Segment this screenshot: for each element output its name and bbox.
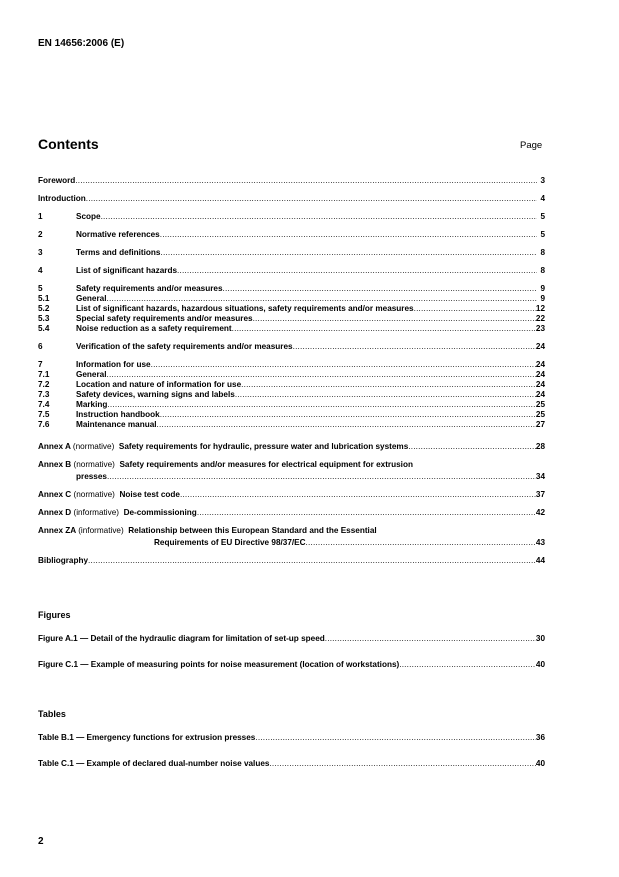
page-column-label: Page <box>520 140 543 151</box>
figures-heading: Figures <box>38 610 71 620</box>
toc-entry-5-2[interactable]: 5.2 List of significant hazards, hazardous situations, safety requirements and/or measures ..... 12 <box>38 304 545 314</box>
page-number: 2 <box>38 836 44 847</box>
toc-entry-7-1[interactable]: 7.1 General ..... 24 <box>38 370 545 380</box>
toc-entry-introduction[interactable]: Introduction ..... 4 <box>38 194 545 204</box>
tables-heading: Tables <box>38 709 66 719</box>
toc-entry-5-4[interactable]: 5.4 Noise reduction as a safety requirement ..... 23 <box>38 324 545 334</box>
contents-title: Contents <box>38 136 99 152</box>
toc-entry-annex-za[interactable]: Annex ZA (informative) Relationship between this European Standard and the Essential <box>38 526 377 535</box>
toc-entry-annex-b-cont[interactable]: presses ..... 34 <box>76 472 545 482</box>
toc-entry-6[interactable]: 6 Verification of the safety requirements and/or measures ..... 24 <box>38 342 545 352</box>
toc-entry-annex-za-cont[interactable]: Requirements of EU Directive 98/37/EC ..... 43 <box>154 538 545 548</box>
toc-entry-5[interactable]: 5 Safety requirements and/or measures ..... 9 <box>38 284 545 294</box>
toc-entry-2[interactable]: 2 Normative references ..... 5 <box>38 230 545 240</box>
toc-entry-annex-d[interactable]: Annex D (informative) De-commissioning ..... 42 <box>38 508 545 518</box>
table-entry-b1[interactable]: Table B.1 — Emergency functions for extrusion presses ..... 36 <box>38 733 545 743</box>
toc-entry-1[interactable]: 1 Scope ..... 5 <box>38 212 545 222</box>
toc-entry-bibliography[interactable]: Bibliography ..... 44 <box>38 556 545 566</box>
toc-entry-7-2[interactable]: 7.2 Location and nature of information for use ..... 24 <box>38 380 545 390</box>
toc-entry-7-3[interactable]: 7.3 Safety devices, warning signs and labels ..... 24 <box>38 390 545 400</box>
toc-entry-7-6[interactable]: 7.6 Maintenance manual ..... 27 <box>38 420 545 430</box>
toc-entry-foreword[interactable]: Foreword ..... 3 <box>38 176 545 186</box>
toc-entry-5-3[interactable]: 5.3 Special safety requirements and/or measures ..... 22 <box>38 314 545 324</box>
toc-entry-7-4[interactable]: 7.4 Marking ..... 25 <box>38 400 545 410</box>
standard-header: EN 14656:2006 (E) <box>38 38 125 49</box>
toc-entry-3[interactable]: 3 Terms and definitions ..... 8 <box>38 248 545 258</box>
toc-entry-annex-c[interactable]: Annex C (normative) Noise test code ..... 37 <box>38 490 545 500</box>
toc-entry-5-1[interactable]: 5.1 General ..... 9 <box>38 294 545 304</box>
toc-entry-7[interactable]: 7 Information for use ..... 24 <box>38 360 545 370</box>
table-entry-c1[interactable]: Table C.1 — Example of declared dual-number noise values ..... 40 <box>38 759 545 769</box>
figure-entry-c1[interactable]: Figure C.1 — Example of measuring points for noise measurement (location of workstations) ..... 40 <box>38 660 545 670</box>
toc-entry-7-5[interactable]: 7.5 Instruction handbook ..... 25 <box>38 410 545 420</box>
figure-entry-a1[interactable]: Figure A.1 — Detail of the hydraulic diagram for limitation of set-up speed ..... 30 <box>38 634 545 644</box>
toc-entry-annex-b[interactable]: Annex B (normative) Safety requirements and/or measures for electrical equipment for extrusion <box>38 460 413 469</box>
toc-entry-4[interactable]: 4 List of significant hazards ..... 8 <box>38 266 545 276</box>
toc-entry-annex-a[interactable]: Annex A (normative) Safety requirements for hydraulic, pressure water and lubrication systems ..... 28 <box>38 442 545 452</box>
